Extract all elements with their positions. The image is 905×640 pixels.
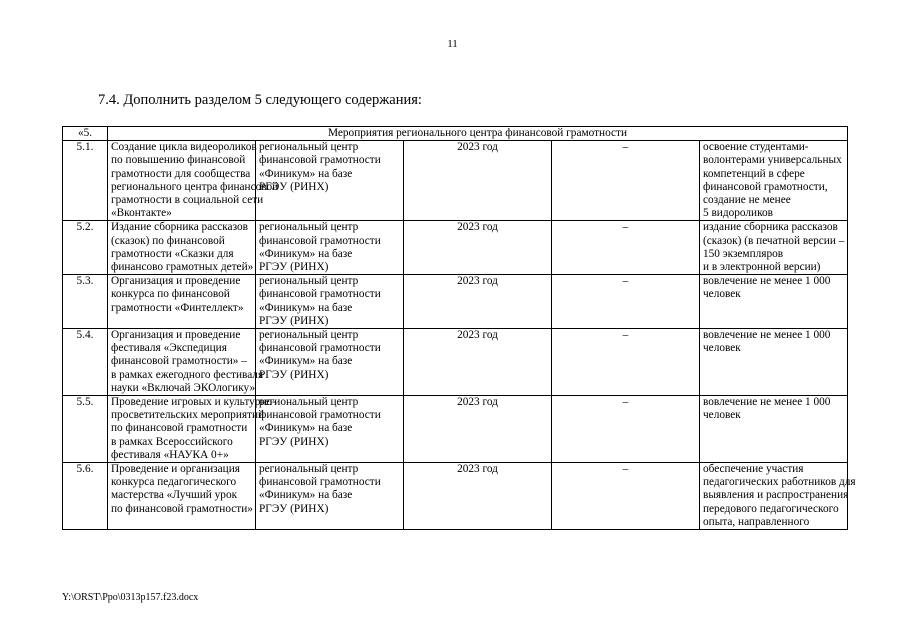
- deadline-year: 2023 год: [404, 463, 552, 530]
- table-row: [63, 141, 848, 221]
- responsible-party-line: РГЭУ (РИНХ): [259, 314, 329, 327]
- deadline-year: 2023 год: [404, 396, 552, 463]
- expected-result: [700, 141, 848, 221]
- expected-result-line: вовлечение не менее 1 000: [703, 329, 831, 342]
- responsible-party-line: «Финикум» на базе: [259, 247, 353, 260]
- responsible-party-line: РГЭУ (РИНХ): [259, 435, 329, 448]
- expected-result-line: опыта, направленного: [703, 515, 810, 528]
- funding-amount: –: [552, 463, 700, 530]
- activity-name-line: мастерства «Лучший урок: [111, 489, 238, 502]
- row-number: 5.6.: [63, 463, 108, 530]
- activity-name-line: по финансовой грамотности: [111, 422, 248, 435]
- responsible-party-line: региональный центр: [259, 221, 359, 234]
- responsible-party-line: «Финикум» на базе: [259, 489, 353, 502]
- expected-result: [700, 329, 848, 396]
- activity-name-line: по финансовой грамотности»: [111, 502, 253, 515]
- expected-result-line: финансовой грамотности,: [703, 180, 828, 193]
- responsible-party-line: региональный центр: [259, 329, 359, 342]
- expected-result: [700, 463, 856, 530]
- amendment-heading: 7.4. Дополнить разделом 5 следующего содержания:: [98, 92, 422, 108]
- responsible-party: [256, 221, 404, 275]
- row-number: 5.1.: [63, 141, 108, 221]
- responsible-party: [256, 463, 404, 530]
- responsible-party-line: финансовой грамотности: [259, 234, 381, 247]
- responsible-party-line: региональный центр: [259, 396, 359, 409]
- funding-amount: –: [552, 221, 700, 275]
- section-number: «5.: [63, 127, 108, 141]
- activity-name-line: регионального центра финансовой: [111, 180, 279, 193]
- page-number: 11: [447, 38, 458, 50]
- deadline-year: 2023 год: [404, 221, 552, 275]
- activity-name-line: Организация и проведение: [111, 329, 241, 342]
- activity-name: [108, 329, 264, 396]
- deadline-year: 2023 год: [404, 329, 552, 396]
- activity-name: [108, 463, 256, 530]
- row-number: 5.4.: [63, 329, 108, 396]
- responsible-party: [256, 329, 404, 396]
- expected-result-line: 5 видороликов: [703, 207, 773, 220]
- activities-table: [62, 126, 856, 530]
- funding-amount: –: [552, 141, 700, 221]
- table-row: [63, 463, 848, 530]
- activity-name-line: по повышению финансовой: [111, 154, 246, 167]
- responsible-party-line: РГЭУ (РИНХ): [259, 502, 329, 515]
- responsible-party-line: региональный центр: [259, 141, 359, 154]
- expected-result-line: освоение студентами-: [703, 141, 809, 154]
- expected-result-line: вовлечение не менее 1 000: [703, 396, 831, 409]
- activity-name-line: просветительских мероприятий: [111, 409, 265, 422]
- expected-result-line: и в электронной версии): [703, 261, 821, 274]
- activity-name-line: (сказок) по финансовой: [111, 234, 225, 247]
- responsible-party-line: финансовой грамотности: [259, 476, 381, 489]
- responsible-party: [256, 275, 404, 329]
- responsible-party-line: «Финикум» на базе: [259, 301, 353, 314]
- responsible-party-line: региональный центр: [259, 275, 359, 288]
- responsible-party-line: «Финикум» на базе: [259, 422, 353, 435]
- responsible-party: [256, 396, 404, 463]
- row-number: 5.3.: [63, 275, 108, 329]
- expected-result-line: человек: [703, 342, 741, 355]
- responsible-party-line: финансовой грамотности: [259, 288, 381, 301]
- activity-name-line: Проведение и организация: [111, 463, 240, 476]
- table-row: [63, 221, 848, 275]
- expected-result-line: 150 экземпляров: [703, 247, 784, 260]
- activity-name-line: «Вконтакте»: [111, 207, 172, 220]
- expected-result-line: выявления и распространения: [703, 489, 849, 502]
- expected-result-line: передового педагогического: [703, 502, 839, 515]
- activity-name-line: конкурса по финансовой: [111, 288, 230, 301]
- responsible-party-line: РГЭУ (РИНХ): [259, 368, 329, 381]
- responsible-party-line: РГЭУ (РИНХ): [259, 261, 329, 274]
- expected-result: [700, 221, 848, 275]
- row-number: 5.2.: [63, 221, 108, 275]
- activity-name: [108, 275, 256, 329]
- activity-name-line: науки «Включай ЭКОлогику»: [111, 381, 256, 394]
- responsible-party-line: финансовой грамотности: [259, 154, 381, 167]
- activity-name-line: грамотности «Сказки для: [111, 247, 234, 260]
- activity-name-line: Издание сборника рассказов: [111, 221, 248, 234]
- expected-result-line: создание не менее: [703, 194, 791, 207]
- responsible-party-line: РГЭУ (РИНХ): [259, 180, 329, 193]
- activity-name: [108, 141, 279, 221]
- deadline-year: 2023 год: [404, 141, 552, 221]
- activity-name-line: грамотности для сообщества: [111, 167, 251, 180]
- expected-result-line: волонтерами универсальных: [703, 154, 842, 167]
- expected-result-line: вовлечение не менее 1 000: [703, 275, 831, 288]
- funding-amount: –: [552, 396, 700, 463]
- activity-name-line: грамотности в социальной сети: [111, 194, 264, 207]
- funding-amount: –: [552, 329, 700, 396]
- activity-name: [108, 221, 256, 275]
- responsible-party: [256, 141, 404, 221]
- table-row: [63, 396, 848, 463]
- responsible-party-line: «Финикум» на базе: [259, 167, 353, 180]
- activity-name-line: Проведение игровых и культурно-: [111, 396, 276, 409]
- activity-name-line: Организация и проведение: [111, 275, 241, 288]
- expected-result-line: обеспечение участия: [703, 463, 804, 476]
- expected-result: [700, 275, 848, 329]
- responsible-party-line: «Финикум» на базе: [259, 355, 353, 368]
- activity-name-line: финансово грамотных детей»: [111, 261, 254, 274]
- expected-result-line: человек: [703, 409, 741, 422]
- expected-result-line: компетенций в сфере: [703, 167, 805, 180]
- activity-name-line: грамотности «Финтеллект»: [111, 301, 244, 314]
- row-number: 5.5.: [63, 396, 108, 463]
- expected-result-line: издание сборника рассказов: [703, 221, 838, 234]
- funding-amount: –: [552, 275, 700, 329]
- activity-name-line: фестиваля «Экспедиция: [111, 342, 227, 355]
- activity-name-line: финансовой грамотности» –: [111, 355, 247, 368]
- activity-name: [108, 396, 276, 463]
- table-row: [63, 329, 848, 396]
- activity-name-line: фестиваля «НАУКА 0+»: [111, 448, 229, 461]
- responsible-party-line: финансовой грамотности: [259, 342, 381, 355]
- activity-name-line: в рамках Всероссийского: [111, 435, 233, 448]
- expected-result-line: педагогических работников для: [703, 476, 856, 489]
- file-path-footer: Y:\ORST\Ppo\0313p157.f23.docx: [62, 592, 199, 603]
- activity-name-line: Создание цикла видеороликов: [111, 141, 257, 154]
- expected-result-line: человек: [703, 288, 741, 301]
- expected-result: [700, 396, 848, 463]
- section-title: Мероприятия регионального центра финансовой грамотности: [108, 127, 848, 141]
- table-row: [63, 275, 848, 329]
- deadline-year: 2023 год: [404, 275, 552, 329]
- expected-result-line: (сказок) (в печатной версии –: [703, 234, 845, 247]
- responsible-party-line: региональный центр: [259, 463, 359, 476]
- section-header-row: [63, 127, 848, 141]
- responsible-party-line: финансовой грамотности: [259, 409, 381, 422]
- activity-name-line: в рамках ежегодного фестиваля: [111, 368, 264, 381]
- activity-name-line: конкурса педагогического: [111, 476, 237, 489]
